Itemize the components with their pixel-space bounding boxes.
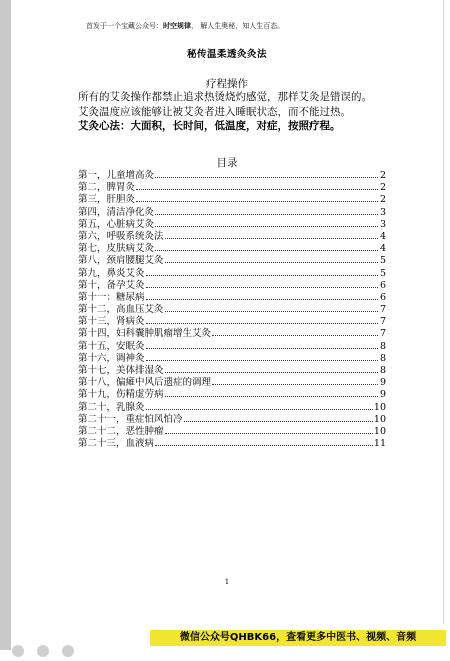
- toc-leader-dots: [146, 323, 378, 324]
- toc-entry-label: 第七，皮肤病艾灸: [78, 243, 155, 255]
- toc-entry[interactable]: [78, 341, 386, 353]
- toc-entry-label: 第十七，美体排湿灸: [78, 365, 164, 376]
- toc-entry-label: 第四，清洁净化灸: [78, 206, 155, 218]
- toc-leader-dots: [165, 262, 378, 263]
- toc-entry[interactable]: [78, 353, 386, 365]
- toc-leader-dots: [165, 238, 378, 239]
- toc-leader-dots: [146, 275, 378, 276]
- toc-entry-page: 11: [373, 438, 386, 450]
- toc-entry-page: 6: [379, 279, 386, 291]
- document-title: 秘传温柔透灸灸法: [186, 49, 267, 60]
- toc-entry-page: 8: [379, 352, 386, 364]
- toc-leader-dots: [146, 299, 378, 300]
- toc-entry[interactable]: [78, 182, 386, 194]
- toc-leader-dots: [212, 335, 378, 336]
- toc-entry-label: 第十四，妇科囊肿肌瘤增生艾灸: [78, 328, 212, 340]
- toc-entry-page: 2: [379, 170, 386, 181]
- toc-entry-label: 第二十三，血液病: [78, 438, 155, 450]
- toc-entry-page: 9: [379, 389, 386, 401]
- toc-entry-label: 第二十二，恶性肿瘤: [78, 425, 164, 437]
- toc-leader-dots: [155, 177, 378, 178]
- toc-leader-dots: [146, 287, 378, 288]
- toc-entry-page: 4: [379, 243, 386, 255]
- toc-entry-page: 7: [379, 328, 386, 340]
- toc-entry[interactable]: [78, 268, 386, 280]
- toc-leader-dots: [155, 250, 378, 251]
- toc-entry-label: 第二，脾胃灸: [78, 182, 136, 194]
- toc-entry[interactable]: [78, 231, 386, 243]
- toc-entry[interactable]: [78, 170, 386, 182]
- toc-leader-dots: [146, 409, 373, 410]
- promo-banner: 微信公众号QHBK66，查看更多中医书、视频、音频: [150, 630, 446, 646]
- toc-entry[interactable]: [78, 219, 386, 231]
- document-page: [11, 0, 444, 624]
- toc-entry-page: 2: [379, 182, 386, 194]
- toc-entry-page: 6: [379, 291, 386, 303]
- toc-entry[interactable]: [78, 426, 386, 438]
- toc-entry[interactable]: [78, 304, 386, 316]
- toc-entry-page: 3: [379, 218, 386, 230]
- toc-entry[interactable]: [78, 377, 386, 389]
- table-of-contents: [78, 170, 386, 450]
- thumbnail-strip: [12, 642, 82, 650]
- viewer-left-gutter: [0, 0, 11, 650]
- toc-entry[interactable]: [78, 414, 386, 426]
- section-title: 疗程操作: [206, 78, 248, 90]
- toc-entry-page: 3: [379, 206, 386, 218]
- toc-entry[interactable]: [78, 389, 386, 401]
- toc-leader-dots: [146, 360, 378, 361]
- toc-entry-label: 第二十一，重症怕风怕冷: [78, 413, 183, 425]
- toc-entry-label: 第一，儿童增高灸: [78, 170, 155, 181]
- paragraph-2: 艾灸温度应该能够让被艾灸者进入睡眠状态，而不能过热。: [78, 106, 351, 118]
- toc-entry[interactable]: [78, 194, 386, 206]
- toc-entry-page: 8: [379, 365, 386, 376]
- toc-entry-label: 第二十，乳腺灸: [78, 401, 145, 413]
- toc-entry-label: 第十二，高血压艾灸: [78, 304, 164, 316]
- toc-entry[interactable]: [78, 280, 386, 292]
- toc-entry[interactable]: [78, 292, 386, 304]
- toc-entry-page: 5: [379, 255, 386, 267]
- toc-entry-page: 7: [379, 304, 386, 316]
- toc-leader-dots: [165, 372, 378, 373]
- toc-entry-label: 第六，呼吸系统灸法: [78, 230, 164, 242]
- toc-entry-page: 10: [373, 413, 386, 425]
- page-header: [86, 21, 284, 31]
- toc-entry-page: 8: [379, 340, 386, 352]
- page-number: 1: [224, 578, 230, 586]
- toc-entry-label: 第九，鼻炎艾灸: [78, 267, 145, 279]
- header-suffix: ， 解人生奥秘，知人生百态。: [191, 22, 285, 30]
- header-account: 时空规律: [163, 22, 191, 30]
- toc-leader-dots: [146, 348, 378, 349]
- thumbnail-dot-icon[interactable]: [12, 645, 24, 657]
- toc-entry-label: 第十八，偏瘫中风后遗症的调理: [78, 377, 212, 389]
- paragraph-3: 艾灸心法：大面积，长时间，低温度，对症，按照疗程。: [78, 120, 341, 132]
- toc-entry-label: 第十六，调神灸: [78, 352, 145, 364]
- toc-entry-page: 2: [379, 194, 386, 206]
- toc-entry[interactable]: [78, 207, 386, 219]
- toc-leader-dots: [155, 445, 373, 446]
- toc-leader-dots: [184, 421, 373, 422]
- toc-leader-dots: [136, 201, 378, 202]
- toc-entry-page: 4: [379, 230, 386, 242]
- toc-title: 目录: [216, 157, 238, 169]
- toc-entry-page: 5: [379, 267, 386, 279]
- toc-entry-label: 第八，颈肩腰腿艾灸: [78, 255, 164, 267]
- toc-entry-label: 第十，备孕艾灸: [78, 279, 145, 291]
- header-prefix: 首发于一个宝藏公众号：: [86, 22, 163, 30]
- toc-leader-dots: [155, 226, 378, 227]
- toc-entry[interactable]: [78, 316, 386, 328]
- toc-entry[interactable]: [78, 328, 386, 340]
- toc-leader-dots: [165, 433, 373, 434]
- toc-entry-page: 10: [373, 401, 386, 413]
- toc-entry[interactable]: [78, 255, 386, 267]
- toc-leader-dots: [212, 384, 378, 385]
- paragraph-1: 所有的艾灸操作都禁止追求热烫烧灼感觉，那样艾灸是错误的。: [78, 91, 372, 103]
- toc-entry[interactable]: [78, 243, 386, 255]
- toc-leader-dots: [165, 396, 378, 397]
- toc-leader-dots: [155, 214, 378, 215]
- toc-entry-label: 第十一：糖尿病: [78, 291, 145, 303]
- toc-entry-label: 第三，肝胆灸: [78, 194, 136, 206]
- toc-leader-dots: [165, 311, 378, 312]
- toc-entry-page: 9: [379, 377, 386, 389]
- toc-leader-dots: [136, 189, 378, 190]
- toc-entry-page: 7: [379, 316, 386, 328]
- toc-entry[interactable]: [78, 365, 386, 377]
- toc-entry-label: 第十五，安眠灸: [78, 340, 145, 352]
- thumbnail-dot-icon[interactable]: [37, 645, 49, 657]
- toc-entry-page: 10: [373, 425, 386, 437]
- toc-entry-label: 第十九，伤精虚劳病: [78, 389, 164, 401]
- toc-entry-label: 第十三，肾病灸: [78, 316, 145, 328]
- toc-entry-label: 第五，心脏病艾灸: [78, 218, 155, 230]
- thumbnail-dot-icon[interactable]: [62, 645, 74, 657]
- toc-entry[interactable]: [78, 438, 386, 450]
- toc-entry[interactable]: [78, 402, 386, 414]
